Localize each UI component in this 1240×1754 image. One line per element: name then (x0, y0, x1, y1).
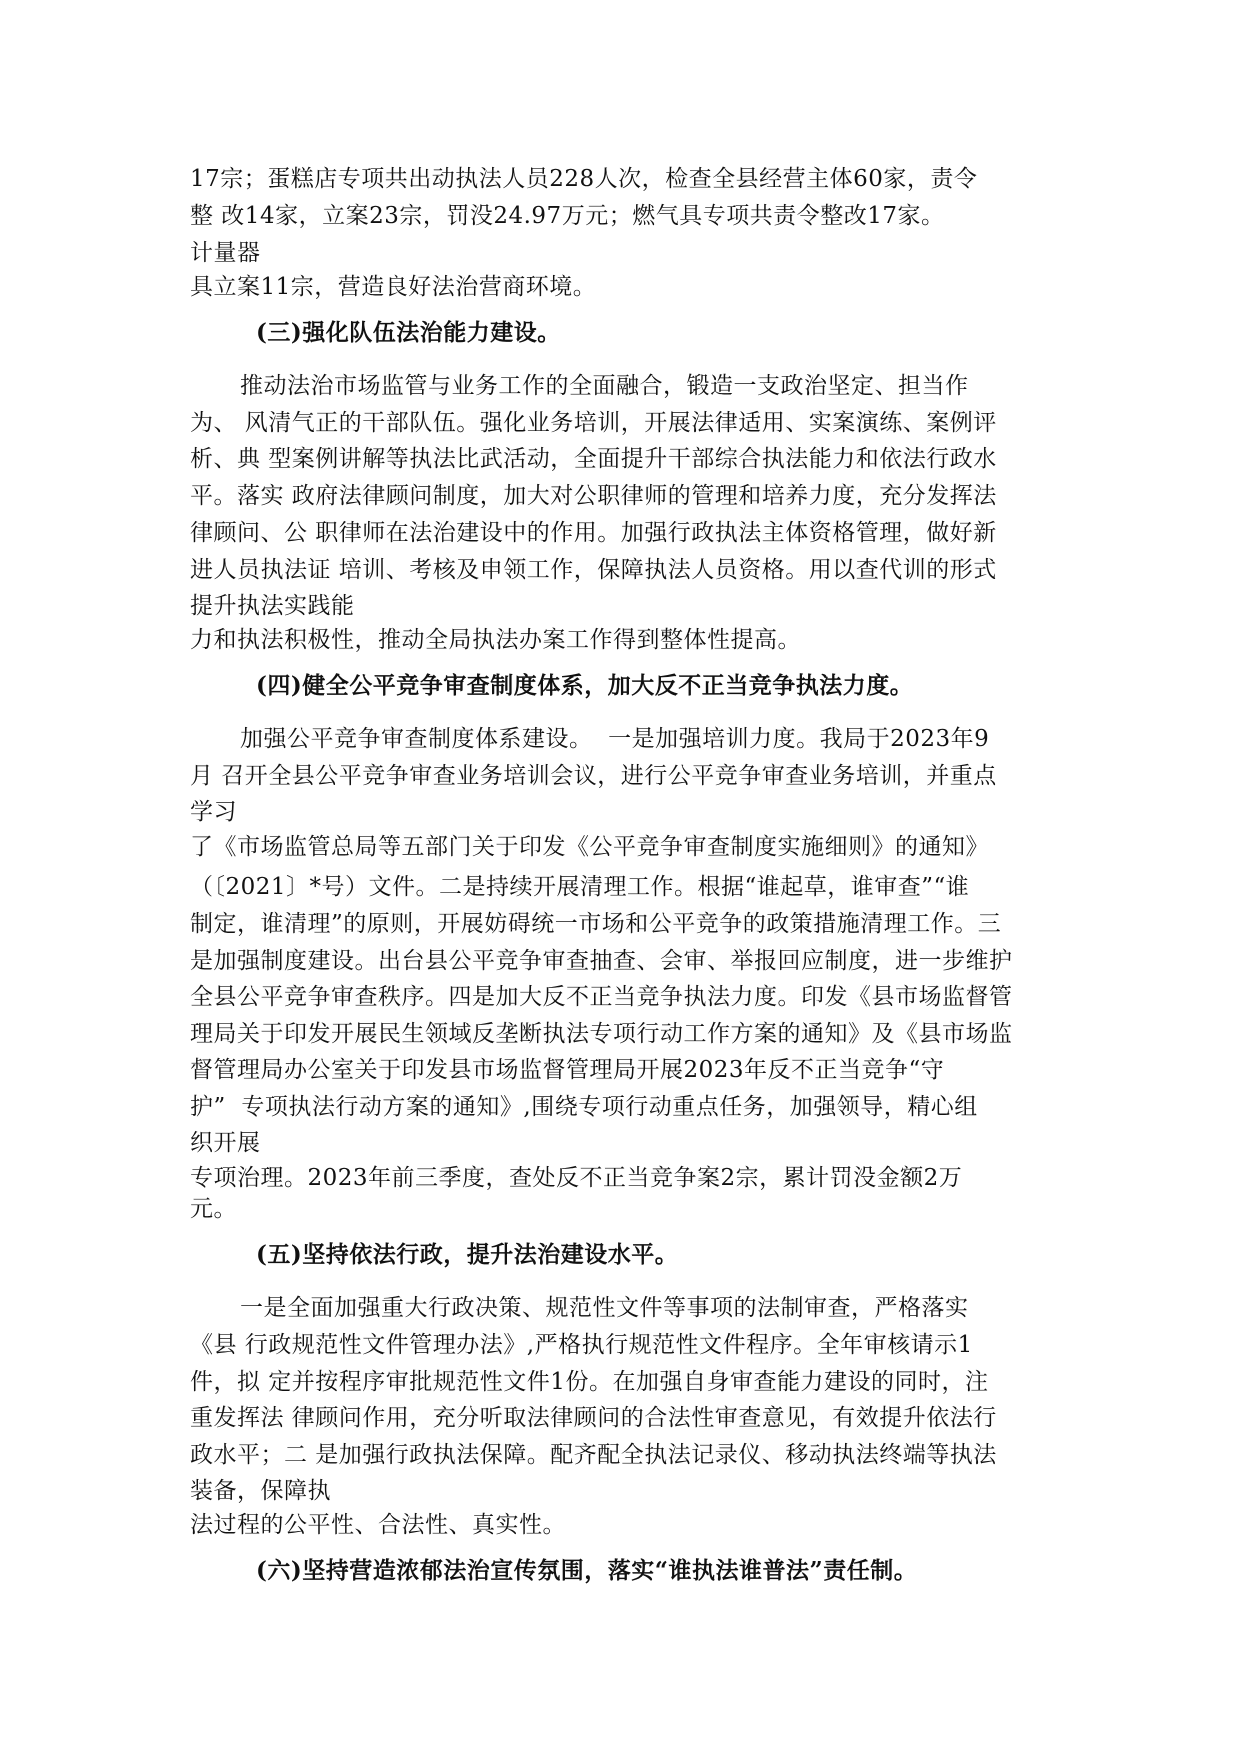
paragraph-line: 一是全面加强重大行政决策、规范性文件等事项的法制审查，严格落实 (240, 1295, 969, 1321)
paragraph-line: 律顾问、公 职律师在法治建设中的作用。加强行政执法主体资格管理，做好新 (190, 520, 997, 546)
section-heading: (六)坚持营造浓郁法治宣传氛围，落实“谁执法谁普法”责任制。 (256, 1557, 918, 1584)
paragraph-line: 政水平；二 是加强行政执法保障。配齐配全执法记录仪、移动执法终端等执法 (190, 1442, 997, 1468)
paragraph-line: 推动法治市场监管与业务工作的全面融合，锻造一支政治坚定、担当作 (240, 373, 969, 399)
section-heading: (三)强化队伍法治能力建设。 (256, 319, 561, 346)
paragraph-line: 了《市场监管总局等五部门关于印发《公平竞争审查制度实施细则》的通知》 (190, 834, 989, 860)
paragraph-line: 17宗；蛋糕店专项共出动执法人员228人次，检查全县经营主体60家，责令 (190, 166, 978, 192)
paragraph-line: 专项治理。2023年前三季度，查处反不正当竞争案2宗，累计罚没金额2万 (190, 1165, 963, 1191)
paragraph-line: 督管理局办公室关于印发县市场监督管理局开展2023年反不正当竞争“守 (190, 1057, 945, 1083)
paragraph-line: 是加强制度建设。出台县公平竞争审查抽查、会审、举报回应制度，进一步维护 (190, 948, 1013, 974)
paragraph-line: 制定，谁清理”的原则，开展妨碍统一市场和公平竞争的政策措施清理工作。三 (190, 911, 1002, 937)
paragraph-line: 全县公平竞争审查秩序。四是加大反不正当竞争执法力度。印发《县市场监督管 (190, 984, 1013, 1010)
paragraph-line: （〔2021〕*号）文件。二是持续开展清理工作。根据“谁起草，谁审查”“谁 (190, 874, 970, 900)
paragraph-line: 进人员执法证 培训、考核及申领工作，保障执法人员资格。用以查代训的形式 (190, 557, 997, 583)
paragraph-line: 具立案11宗，营造良好法治营商环境。 (190, 274, 597, 300)
paragraph-line: 装备，保障执 (190, 1478, 331, 1504)
paragraph-line: 析、典 型案例讲解等执法比武活动，全面提升干部综合执法能力和依法行政水 (190, 446, 997, 472)
paragraph-line: 重发挥法 律顾问作用，充分听取法律顾问的合法性审查意见，有效提升依法行 (190, 1405, 997, 1431)
paragraph-line: 件，拟 定并按程序审批规范性文件1份。在加强自身审查能力建设的同时，注 (190, 1369, 989, 1395)
paragraph-line: 为、 风清气正的干部队伍。强化业务培训，开展法律适用、实案演练、案例评 (190, 410, 997, 436)
paragraph-line: 加强公平竞争审查制度体系建设。 一是加强培训力度。我局于2023年9 (240, 726, 990, 752)
paragraph-line: 《县 行政规范性文件管理办法》,严格执行规范性文件程序。全年审核请示1 (190, 1332, 973, 1358)
paragraph-line: 织开展 (190, 1130, 261, 1156)
paragraph-line: 法过程的公平性、合法性、真实性。 (190, 1512, 566, 1538)
paragraph-line: 理局关于印发开展民生领域反垄断执法专项行动工作方案的通知》及《县市场监 (190, 1021, 1013, 1047)
paragraph-line: 月 召开全县公平竞争审查业务培训会议，进行公平竞争审查业务培训，并重点 (190, 763, 997, 789)
section-heading: (四)健全公平竞争审查制度体系，加大反不正当竞争执法力度。 (256, 672, 914, 699)
paragraph-line: 整 改14家，立案23宗，罚没24.97万元；燃气具专项共责令整改17家。 (190, 203, 945, 229)
paragraph-line: 元。 (190, 1196, 237, 1222)
section-heading: (五)坚持依法行政，提升法治建设水平。 (256, 1241, 679, 1268)
paragraph-line: 学习 (190, 799, 237, 825)
paragraph-line: 平。落实 政府法律顾问制度，加大对公职律师的管理和培养力度，充分发挥法 (190, 483, 997, 509)
paragraph-line: 计量器 (190, 240, 261, 266)
paragraph-line: 力和执法积极性，推动全局执法办案工作得到整体性提高。 (190, 627, 801, 653)
paragraph-line: 提升执法实践能 (190, 593, 355, 619)
paragraph-line: 护” 专项执法行动方案的通知》,围绕专项行动重点任务，加强领导，精心组 (190, 1094, 978, 1120)
